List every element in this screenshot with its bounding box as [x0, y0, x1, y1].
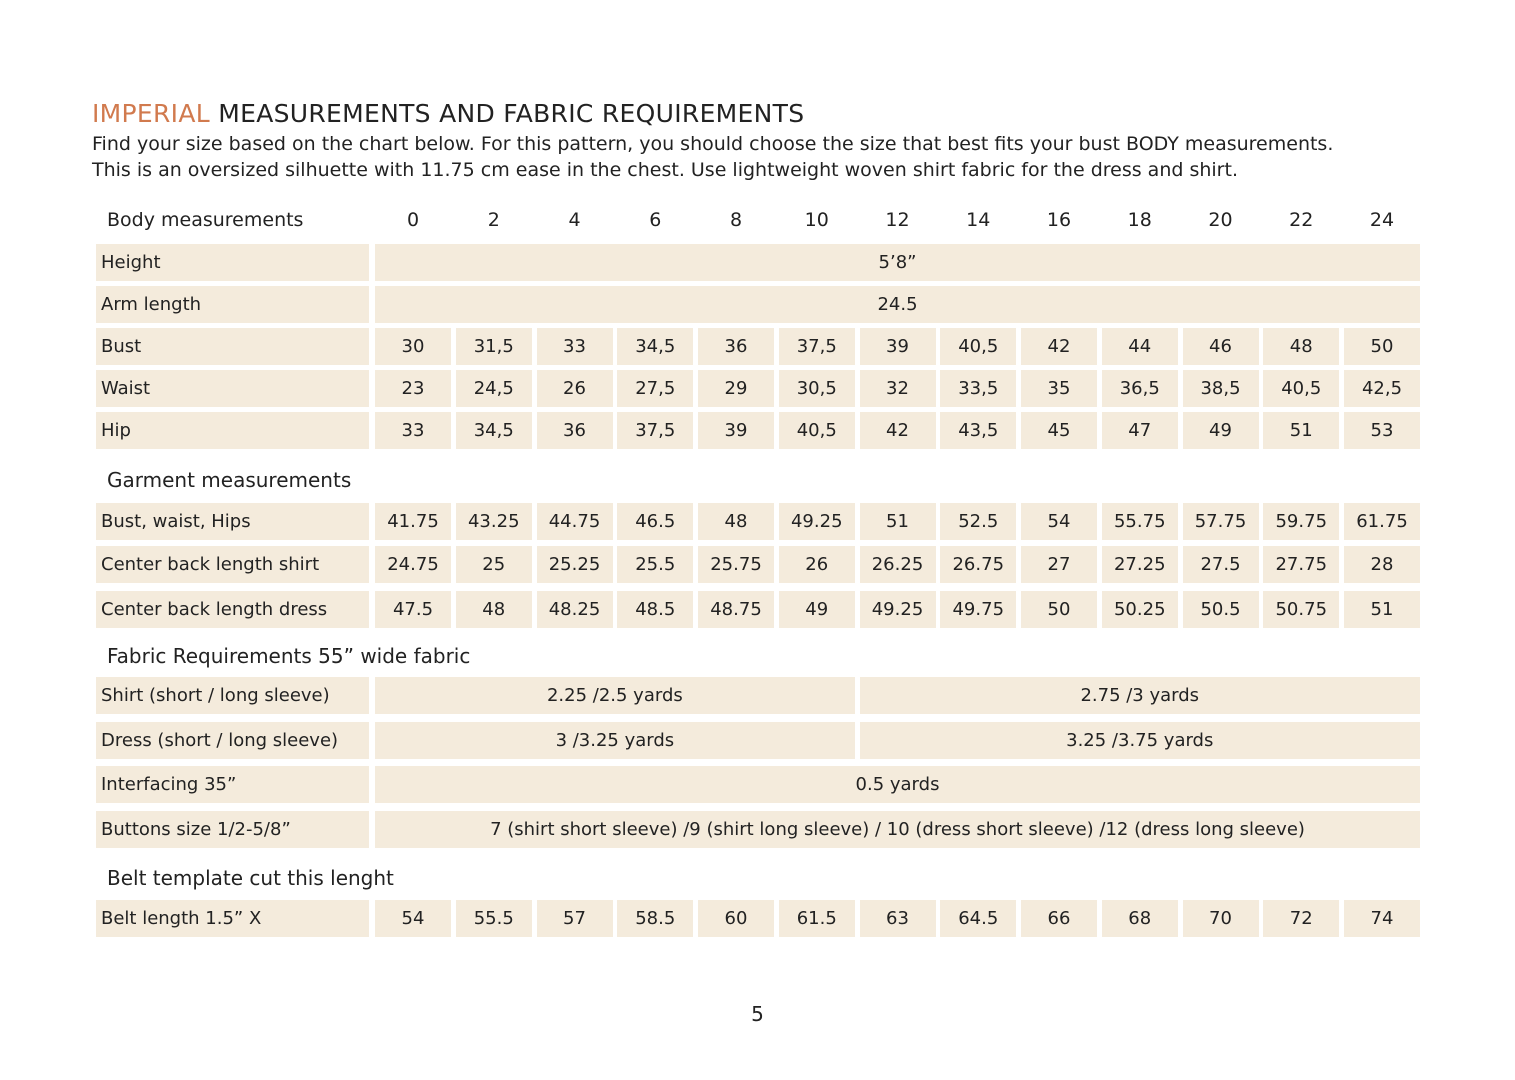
table-cell: 32	[860, 370, 936, 407]
table-cell: 33	[375, 412, 451, 449]
table-cell: 43.25	[456, 503, 532, 540]
table-cell: 51	[1344, 591, 1420, 628]
table-cell: 40,5	[940, 328, 1016, 365]
table-cell: 44.75	[537, 503, 613, 540]
table-cell: 70	[1183, 900, 1259, 937]
size-header: 0	[406, 209, 420, 231]
garment-measurements-header: Garment measurements	[107, 468, 352, 492]
table-cell: 25.75	[698, 546, 774, 583]
table-cell: 51	[1263, 412, 1339, 449]
page-title	[92, 98, 804, 130]
size-header: 14	[966, 209, 991, 231]
table-cell: 49	[779, 591, 855, 628]
spanning-cell: 7 (shirt short sleeve) /9 (shirt long sleeve) / 10 (dress short sleeve) /12 (dress long sleeve)	[375, 811, 1420, 848]
table-cell: 51	[860, 503, 936, 540]
table-cell: 27.25	[1102, 546, 1178, 583]
spanning-cell-right: 3.25 /3.75 yards	[860, 722, 1421, 759]
table-cell: 50.5	[1183, 591, 1259, 628]
size-header: 2	[487, 209, 500, 231]
spanning-cell-left: 3 /3.25 yards	[375, 722, 855, 759]
table-cell: 25	[456, 546, 532, 583]
size-header: 8	[729, 209, 743, 231]
spanning-cell: 5’8”	[375, 244, 1420, 281]
table-cell: 46.5	[617, 503, 693, 540]
table-cell: 61.5	[779, 900, 855, 937]
table-cell: 54	[375, 900, 451, 937]
table-cell: 33,5	[940, 370, 1016, 407]
row-label: Center back length dress	[96, 591, 369, 628]
table-cell: 38,5	[1183, 370, 1259, 407]
table-cell: 24.75	[375, 546, 451, 583]
table-cell: 48	[698, 503, 774, 540]
size-header: 6	[649, 209, 662, 231]
table-cell: 42	[1021, 328, 1097, 365]
table-cell: 27,5	[617, 370, 693, 407]
table-cell: 42,5	[1344, 370, 1420, 407]
table-cell: 72	[1263, 900, 1339, 937]
table-cell: 52.5	[940, 503, 1016, 540]
table-cell: 35	[1021, 370, 1097, 407]
row-label: Height	[96, 244, 369, 281]
table-cell: 61.75	[1344, 503, 1420, 540]
spanning-cell-right: 2.75 /3 yards	[860, 677, 1421, 714]
size-header: 20	[1208, 209, 1233, 231]
table-cell: 40,5	[1263, 370, 1339, 407]
table-cell: 57	[537, 900, 613, 937]
table-cell: 48	[456, 591, 532, 628]
table-cell: 50	[1021, 591, 1097, 628]
row-label: Hip	[96, 412, 369, 449]
spanning-cell-left: 2.25 /2.5 yards	[375, 677, 855, 714]
size-header: 4	[568, 209, 581, 231]
table-cell: 42	[860, 412, 936, 449]
table-cell: 23	[375, 370, 451, 407]
table-cell: 26.75	[940, 546, 1016, 583]
table-cell: 50.75	[1263, 591, 1339, 628]
table-cell: 55.5	[456, 900, 532, 937]
table-cell: 54	[1021, 503, 1097, 540]
title-accent: IMPERIAL	[92, 99, 210, 128]
intro-text	[92, 131, 1432, 183]
size-header: 12	[885, 209, 910, 231]
table-cell: 48.25	[537, 591, 613, 628]
intro-line-2: This is an oversized silhuette with 11.75 cm ease in the chest. Use lightweight woven shirt fabric for the dress and shirt.	[92, 159, 1238, 181]
table-cell: 49.25	[779, 503, 855, 540]
table-cell: 48.5	[617, 591, 693, 628]
row-label: Interfacing 35”	[96, 766, 369, 803]
table-cell: 33	[537, 328, 613, 365]
table-cell: 57.75	[1183, 503, 1259, 540]
size-header: 10	[804, 209, 829, 231]
table-cell: 36	[698, 328, 774, 365]
table-cell: 37,5	[779, 328, 855, 365]
title-rest: MEASUREMENTS AND FABRIC REQUIREMENTS	[210, 99, 805, 128]
table-cell: 64.5	[940, 900, 1016, 937]
table-cell: 63	[860, 900, 936, 937]
spanning-cell: 24.5	[375, 286, 1420, 323]
table-cell: 24,5	[456, 370, 532, 407]
table-cell: 27.75	[1263, 546, 1339, 583]
table-cell: 25.25	[537, 546, 613, 583]
row-label: Dress (short / long sleeve)	[96, 722, 369, 759]
row-label: Shirt (short / long sleeve)	[96, 677, 369, 714]
table-cell: 58.5	[617, 900, 693, 937]
row-label: Buttons size 1/2-5/8”	[96, 811, 369, 848]
body-measurements-header: Body measurements	[107, 209, 304, 231]
table-cell: 66	[1021, 900, 1097, 937]
table-cell: 50	[1344, 328, 1420, 365]
row-label: Bust, waist, Hips	[96, 503, 369, 540]
spanning-cell: 0.5 yards	[375, 766, 1420, 803]
intro-line-1: Find your size based on the chart below. For this pattern, you should choose the size that best fits your bust BODY measurements.	[92, 133, 1334, 155]
table-cell: 27	[1021, 546, 1097, 583]
table-cell: 68	[1102, 900, 1178, 937]
table-cell: 41.75	[375, 503, 451, 540]
row-label: Arm length	[96, 286, 369, 323]
page-number: 5	[751, 1002, 764, 1026]
table-cell: 53	[1344, 412, 1420, 449]
table-cell: 34,5	[456, 412, 532, 449]
table-cell: 44	[1102, 328, 1178, 365]
table-cell: 30,5	[779, 370, 855, 407]
table-cell: 28	[1344, 546, 1420, 583]
table-cell: 36	[537, 412, 613, 449]
table-cell: 25.5	[617, 546, 693, 583]
table-cell: 31,5	[456, 328, 532, 365]
table-cell: 34,5	[617, 328, 693, 365]
table-cell: 60	[698, 900, 774, 937]
table-cell: 26	[537, 370, 613, 407]
size-header: 22	[1289, 209, 1314, 231]
size-header: 24	[1369, 209, 1395, 231]
table-cell: 50.25	[1102, 591, 1178, 628]
table-cell: 39	[860, 328, 936, 365]
table-cell: 27.5	[1183, 546, 1259, 583]
table-cell: 36,5	[1102, 370, 1178, 407]
table-cell: 59.75	[1263, 503, 1339, 540]
table-cell: 26.25	[860, 546, 936, 583]
table-cell: 39	[698, 412, 774, 449]
row-label: Waist	[96, 370, 369, 407]
fabric-requirements-header: Fabric Requirements 55” wide fabric	[107, 644, 471, 668]
table-cell: 49	[1183, 412, 1259, 449]
row-label: Center back length shirt	[96, 546, 369, 583]
table-cell: 46	[1183, 328, 1259, 365]
size-header: 16	[1046, 209, 1072, 231]
size-header: 18	[1127, 209, 1152, 231]
table-cell: 48	[1263, 328, 1339, 365]
table-cell: 37,5	[617, 412, 693, 449]
table-cell: 40,5	[779, 412, 855, 449]
table-cell: 43,5	[940, 412, 1016, 449]
row-label: Belt length 1.5” X	[96, 900, 369, 937]
belt-template-header: Belt template cut this lenght	[107, 866, 394, 890]
table-cell: 47.5	[375, 591, 451, 628]
table-cell: 30	[375, 328, 451, 365]
table-cell: 26	[779, 546, 855, 583]
table-cell: 29	[698, 370, 774, 407]
table-cell: 49.75	[940, 591, 1016, 628]
table-cell: 48.75	[698, 591, 774, 628]
table-cell: 45	[1021, 412, 1097, 449]
row-label: Bust	[96, 328, 369, 365]
table-cell: 55.75	[1102, 503, 1178, 540]
table-cell: 49.25	[860, 591, 936, 628]
table-cell: 47	[1102, 412, 1178, 449]
table-cell: 74	[1344, 900, 1420, 937]
